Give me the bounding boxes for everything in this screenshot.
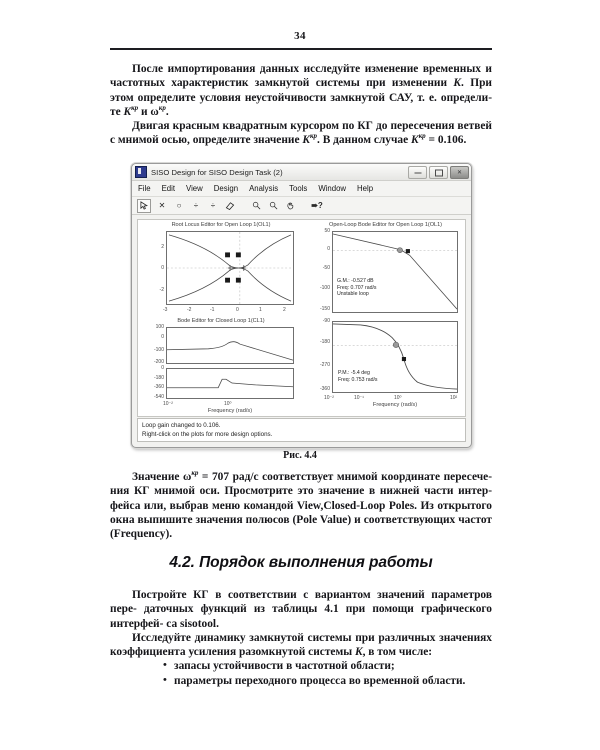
menu-item-edit[interactable]: Edit [161, 184, 176, 193]
zoom-in-tool-icon[interactable] [250, 200, 262, 212]
add-zero-tool-icon[interactable]: ✕ [158, 201, 166, 210]
pm-line-1: P.M.: -5.4 deg [338, 370, 370, 376]
closed-loop-mag-plot [167, 328, 293, 363]
matlab-window-icon [135, 166, 147, 178]
rl-ytick-2: 2 [161, 244, 164, 250]
plot-canvas [137, 219, 466, 417]
page-number: 34 [294, 30, 306, 42]
root-locus-plot [167, 232, 293, 304]
intro-paragraphs [110, 62, 492, 148]
paragraph-5: Исследуйте динамику замкнутой системы при различных значениях коэффициента усиления разомкнутой системы K, в том числе: [110, 631, 492, 659]
ol-ph-ytick-neg360: -360 [319, 386, 330, 392]
maximize-icon [435, 169, 443, 176]
header-rule [110, 48, 492, 50]
magnifier-minus-icon [269, 201, 278, 210]
hand-icon [286, 201, 295, 210]
eraser-icon [225, 201, 235, 210]
cl-mag-ytick-neg200: -200 [153, 359, 164, 365]
section-heading: 4.2. Порядок выполнения работы [169, 554, 433, 571]
gain-margin-annotation [337, 278, 377, 298]
root-locus-axes [166, 231, 294, 305]
cl-xaxis-label: Frequency (rad/s) [207, 408, 253, 414]
ol-mag-ytick-neg50: -50 [322, 265, 330, 271]
figure-caption: Рис. 4.4 [283, 450, 317, 461]
paragraph-1: После импортирования данных исследуйте изменение временных и частотных характеристик замкнутой системы при изменении K. При этом определите условия неустойчивости замкнутой САУ, т. е. определи- те $K^{кр}$ и $\omega^{кр}$. [110, 63, 492, 118]
cl-mag-ytick-0: 0 [161, 334, 164, 340]
ol-ph-ytick-neg180: -180 [319, 339, 330, 345]
window-title: SISO Design for SISO Design Task (2) [151, 167, 283, 177]
menu-item-help[interactable]: Help [357, 184, 374, 193]
list-item: • запасы устойчивости в частотной области; [174, 659, 492, 674]
task-paragraphs [110, 588, 492, 689]
ol-mag-ytick-50: 50 [324, 228, 330, 234]
ol-xtick-0: 10⁰ [394, 395, 402, 401]
menu-item-design[interactable]: Design [213, 184, 239, 193]
open-loop-bode-panel[interactable] [302, 220, 469, 320]
minimize-icon [414, 172, 421, 173]
paragraph-4: Постройте КГ в соответствии с вариантом значений параметров пере- даточных функций из таблицы 4.1 при помощи графического интерфей- са sisotool. [110, 589, 492, 630]
ol-mag-ytick-0: 0 [327, 246, 330, 252]
open-loop-mag-axes [332, 231, 458, 313]
post-figure-paragraph [110, 470, 492, 541]
maximize-button[interactable] [429, 166, 448, 179]
open-loop-mag-plot [333, 232, 457, 312]
status-line-1: Loop gain changed to 0.106. [142, 422, 221, 429]
close-button[interactable] [450, 166, 469, 179]
status-line-2: Right-click on the plots for more design options. [142, 431, 273, 438]
add-integrator-tool-icon[interactable]: ÷ [193, 201, 199, 210]
root-locus-panel[interactable] [138, 220, 304, 320]
closed-loop-phase-axes [166, 368, 294, 399]
cl-ph-ytick-neg540: -540 [153, 394, 164, 400]
rl-ytick-neg2: -2 [159, 287, 164, 293]
paragraph-2: Двигая красным квадратным курсором по КГ до пересечения ветвей с мнимой осью, определите значение $K^{кр}$. В данном случае $K^{кр} = 0.106$. [110, 120, 492, 147]
rl-ytick-0: 0 [161, 265, 164, 271]
rl-xtick-neg1: -1 [210, 307, 215, 313]
ol-ph-ytick-neg90: -90 [322, 318, 330, 324]
cl-mag-ytick-100: 100 [155, 324, 164, 330]
closed-loop-pole-marker [236, 278, 241, 283]
context-help-tool-icon[interactable]: ➠? [311, 201, 323, 210]
cl-ph-ytick-neg180: -180 [153, 375, 164, 381]
rl-xtick-0: 0 [236, 307, 239, 313]
open-loop-phase-panel[interactable] [302, 318, 469, 418]
gm-line-1: G.M.: -0.527 dB [337, 278, 374, 284]
ol-mag-ytick-neg100: -100 [319, 285, 330, 291]
menu-item-tools[interactable]: Tools [289, 184, 308, 193]
cl-mag-ytick-neg100: -100 [153, 347, 164, 353]
closed-loop-bode-panel[interactable] [138, 318, 304, 418]
close-icon: ✕ [456, 169, 463, 176]
paragraph-3: Значение $\omega^{кр} = 707$ рад/с соответствует мнимой координате пересече- ния КГ мнимой оси. Просмотрите это значение в нижней части интер- фейса или, выбрав меню командой View,Closed-Loop Poles. Из открытого окна выпишите значения полюсов (Pole Value) и соответствующих частот (Frequency). [110, 469, 492, 541]
status-bar [137, 418, 466, 442]
closed-loop-pole-marker [236, 252, 241, 257]
ol-xaxis-label: Frequency (rad/s) [372, 402, 418, 408]
pm-line-2: Freq: 0.753 rad/s [338, 376, 378, 383]
menu-item-view[interactable]: View [186, 184, 203, 193]
pan-tool-icon[interactable] [284, 200, 296, 212]
minimize-button[interactable] [408, 166, 427, 179]
cursor-arrow-icon [140, 201, 149, 210]
closed-loop-mag-axes [166, 327, 294, 364]
menu-bar [132, 181, 471, 197]
ol-mag-ytick-neg150: -150 [319, 306, 330, 312]
add-differentiator-tool-icon[interactable]: ÷ [210, 201, 216, 210]
task-bullet-list [110, 659, 492, 689]
closed-loop-bode-title: Bode Editor for Closed Loop 1(CL1) [177, 318, 265, 324]
menu-item-window[interactable]: Window [318, 184, 347, 193]
phase-margin-annotation [338, 370, 378, 383]
rl-xtick-neg2: -2 [187, 307, 192, 313]
cl-xtick-1: 10⁻² [163, 401, 173, 407]
rl-xtick-neg3: -3 [163, 307, 168, 313]
cl-xtick-2: 10⁰ [224, 401, 232, 407]
open-loop-bode-title: Open-Loop Bode Editor for Open Loop 1(OL1) [329, 222, 442, 228]
phase-margin-marker [393, 342, 399, 347]
menu-item-analysis[interactable]: Analysis [249, 184, 279, 193]
phase-crossover-marker [402, 357, 406, 361]
closed-loop-pole-marker [225, 278, 230, 283]
zoom-out-tool-icon[interactable] [267, 200, 279, 212]
root-locus-title: Root Locus Editor for Open Loop 1(OL1) [171, 222, 271, 228]
closed-loop-pole-marker [225, 252, 230, 257]
ol-xtick-2: 10² [450, 395, 458, 401]
tool-bar [132, 197, 471, 215]
window-controls [408, 166, 469, 179]
magnifier-plus-icon [252, 201, 261, 210]
gain-margin-marker [397, 248, 402, 253]
menu-item-file[interactable]: File [138, 184, 151, 193]
siso-design-window[interactable] [131, 163, 472, 448]
cl-ph-ytick-neg360: -360 [153, 384, 164, 390]
rl-xtick-2: 2 [283, 307, 286, 313]
gm-line-2: Freq: 0.707 rad/s [337, 284, 377, 291]
cl-ph-ytick-0: 0 [161, 365, 164, 371]
ol-xtick-neg2: 10⁻² [324, 395, 334, 401]
rl-xtick-1: 1 [259, 307, 262, 313]
ol-xtick-neg1: 10⁻¹ [354, 395, 364, 401]
closed-loop-phase-plot [167, 369, 293, 398]
ol-ph-ytick-neg270: -270 [319, 362, 330, 368]
pointer-tool-icon[interactable] [137, 199, 151, 213]
gain-crossover-marker [406, 249, 410, 253]
gm-line-3: Unstable loop [337, 291, 369, 298]
erase-tool-icon[interactable] [224, 200, 236, 212]
list-item: • параметры переходного процесса во временной области. [174, 674, 492, 689]
window-title-bar [132, 164, 471, 181]
add-pole-tool-icon[interactable]: ○ [176, 201, 182, 210]
